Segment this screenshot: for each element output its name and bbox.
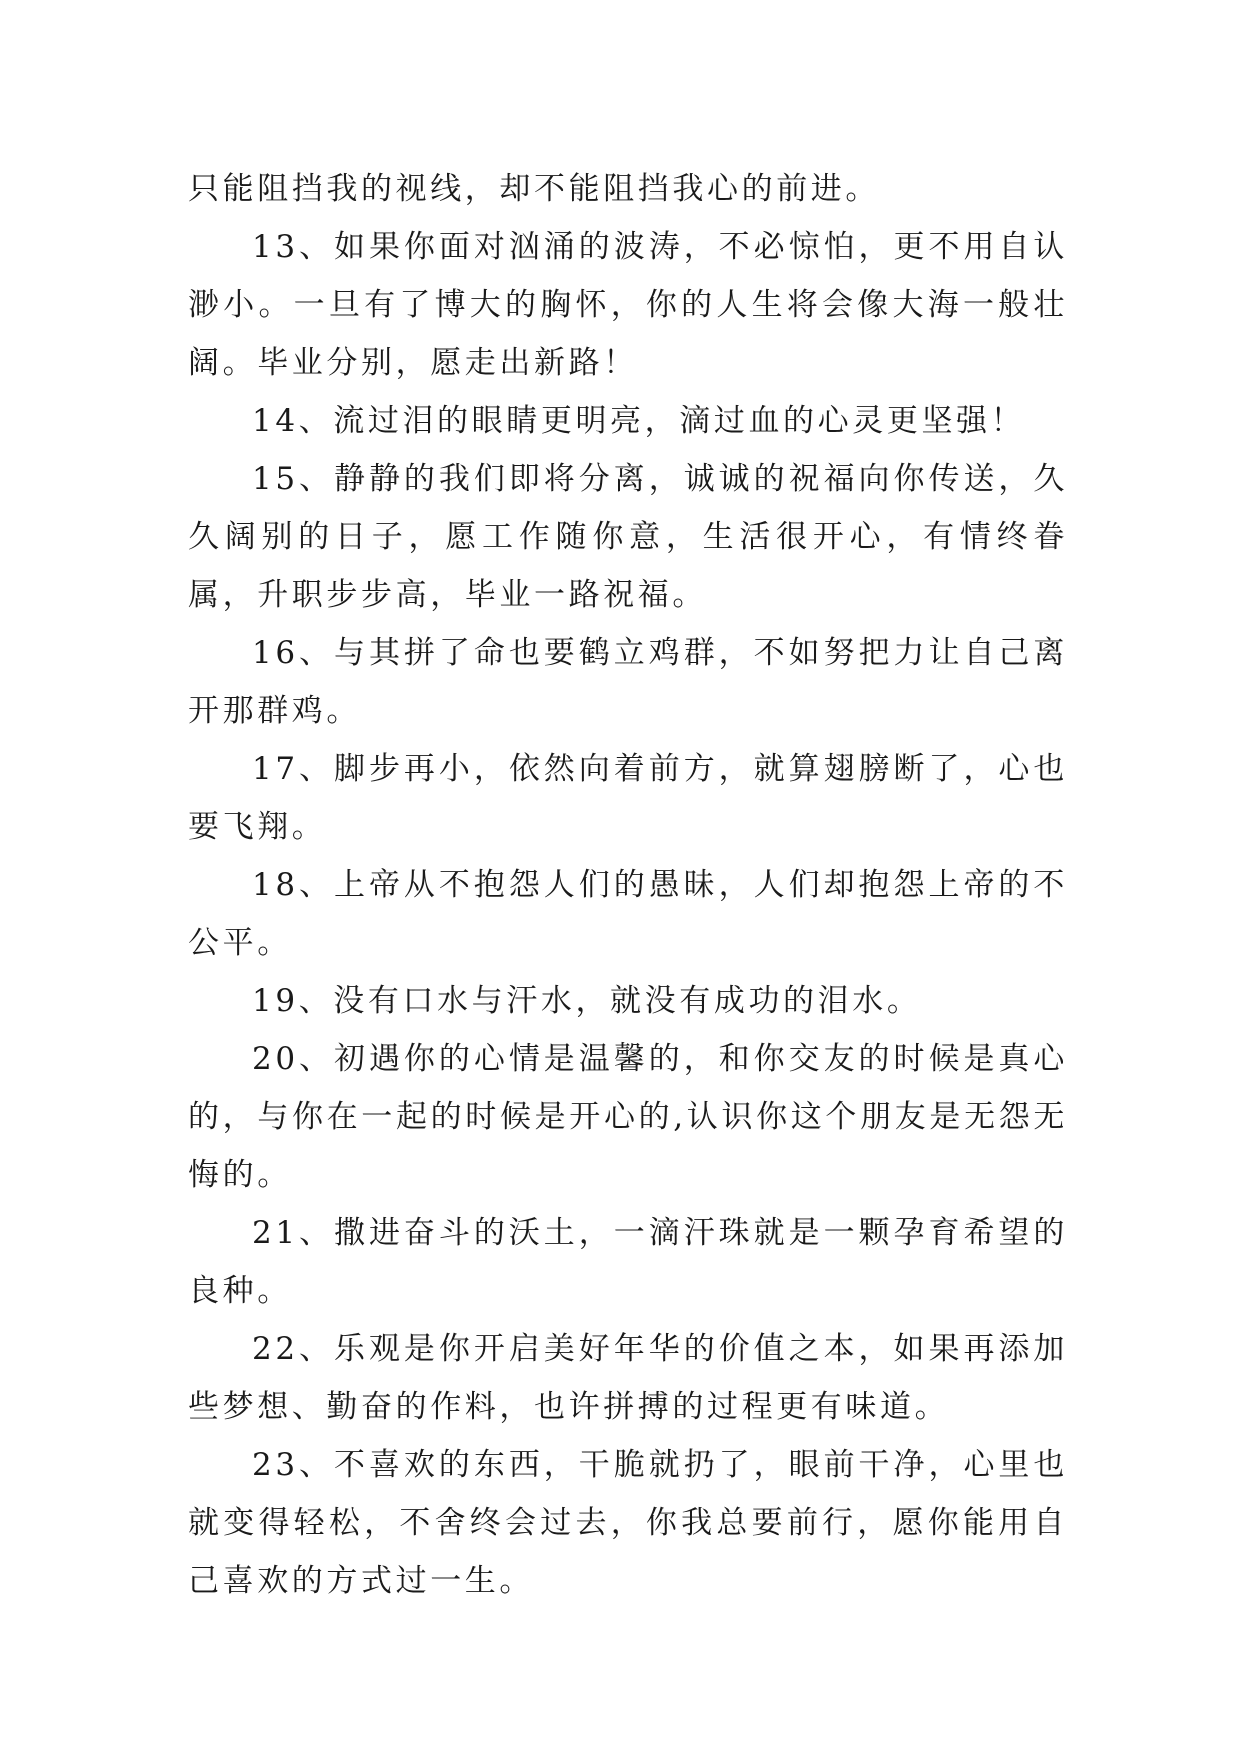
paragraph-continuation: 只能阻挡我的视线，却不能阻挡我心的前进。 [188,171,880,207]
paragraph-17: 17、脚步再小，依然向着前方，就算翅膀断了，心也要飞翔。 [188,751,1068,845]
paragraph-16: 16、与其拼了命也要鹤立鸡群，不如努把力让自己离开那群鸡。 [188,635,1068,729]
paragraph-14: 14、流过泪的眼睛更明亮，滴过血的心灵更坚强！ [252,403,1026,439]
paragraph-18: 18、上帝从不抱怨人们的愚昧，人们却抱怨上帝的不公平。 [188,867,1068,961]
paragraph-13: 13、如果你面对汹涌的波涛，不必惊怕，更不用自认渺小。一旦有了博大的胸怀，你的人生将会像大海一般壮阔。毕业分别，愿走出新路！ [188,229,1068,381]
paragraph-21: 21、撒进奋斗的沃土，一滴汗珠就是一颗孕育希望的良种。 [188,1215,1068,1309]
paragraph-19: 19、没有口水与汗水，就没有成功的泪水。 [252,983,922,1019]
paragraph-20: 20、初遇你的心情是温馨的，和你交友的时候是真心的，与你在一起的时候是开心的,认识你这个朋友是无怨无悔的。 [188,1041,1068,1193]
paragraph-23: 23、不喜欢的东西，干脆就扔了，眼前干净，心里也就变得轻松，不舍终会过去，你我总要前行，愿你能用自己喜欢的方式过一生。 [188,1447,1068,1599]
paragraph-22: 22、乐观是你开启美好年华的价值之本，如果再添加些梦想、勤奋的作料，也许拼搏的过程更有味道。 [188,1331,1068,1425]
document-body [188,160,1068,1610]
paragraph-15: 15、静静的我们即将分离，诚诚的祝福向你传送，久久阔别的日子，愿工作随你意，生活很开心，有情终眷属，升职步步高，毕业一路祝福。 [188,461,1068,613]
